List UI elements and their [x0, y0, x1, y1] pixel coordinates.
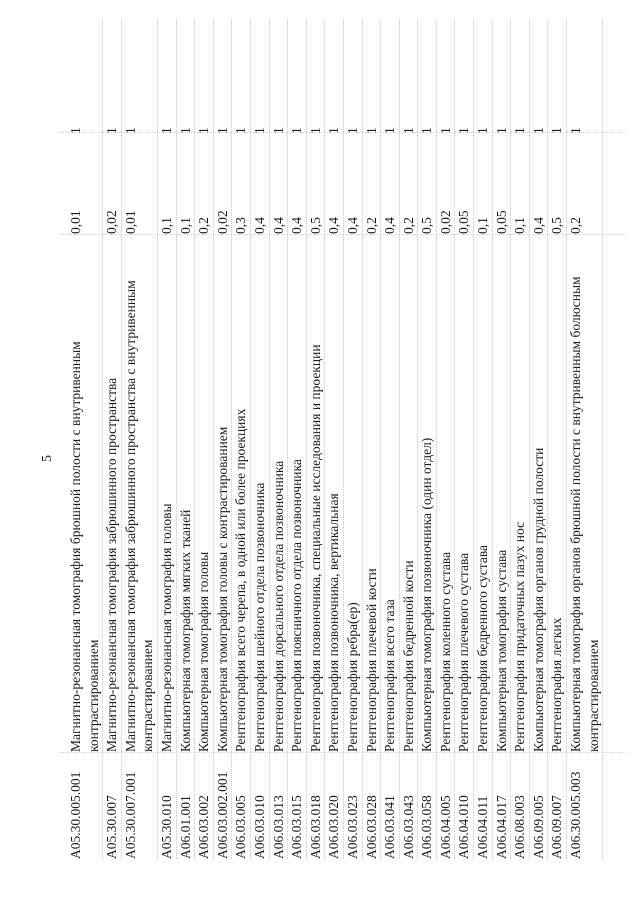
frequency-cell: 0,4 — [270, 217, 286, 234]
table-row — [567, 19, 603, 859]
table-row — [251, 19, 270, 859]
multiplicity-cell: 1 — [382, 127, 398, 134]
table-row — [511, 19, 530, 859]
service-name-cell: Рентгенография легких — [549, 617, 565, 752]
service-name-cell: Рентгенография придаточных пазух нос — [512, 521, 528, 752]
service-code-cell: A06.03.010 — [251, 795, 267, 859]
frequency-cell: 0,01 — [122, 210, 138, 234]
service-name-cell: Компьютерная томография головы с контрастированием — [214, 426, 230, 752]
service-name-cell: Магнитно-резонансная томография забрюшинного пространства — [104, 377, 120, 752]
service-code-cell: A06.08.003 — [512, 795, 528, 859]
service-name-cell: Рентгенография бедренного сустава — [475, 544, 491, 752]
table-row — [214, 19, 233, 859]
service-code-cell: A06.03.005 — [233, 795, 249, 859]
frequency-cell: 0,1 — [512, 217, 528, 234]
service-code-cell: A06.03.023 — [344, 795, 360, 859]
service-name-cell: Магнитно-резонансная томография головы — [158, 503, 174, 752]
service-name-cell: Рентгенография плечевой кости — [363, 568, 379, 752]
service-code-cell: A05.30.010 — [158, 795, 174, 859]
multiplicity-cell: 1 — [437, 127, 453, 134]
service-name-cell: Рентгенография всего таза — [382, 599, 398, 752]
service-name-cell: Рентгенография плечевого сустава — [456, 552, 472, 752]
multiplicity-cell: 1 — [122, 127, 138, 134]
multiplicity-cell: 1 — [251, 127, 267, 134]
frequency-cell: 0,1 — [158, 217, 174, 234]
service-name-cell: Компьютерная томография головы — [196, 551, 212, 752]
service-code-cell: A06.04.010 — [456, 795, 472, 859]
service-name-cell: Компьютерная томография сустава — [493, 549, 509, 752]
service-name-cell: Рентгенография всего черепа, в одной или более проекциях — [233, 408, 249, 752]
service-code-cell: A06.01.001 — [177, 795, 193, 859]
table-row — [270, 19, 289, 859]
service-name-cell: Компьютерная томография органов грудной полости — [530, 447, 546, 752]
table-row — [195, 19, 214, 859]
multiplicity-cell: 1 — [196, 127, 212, 134]
frequency-cell: 0,3 — [233, 217, 249, 234]
table-row — [122, 19, 158, 859]
service-name-cell: Рентгенография ребра(ер) — [344, 602, 360, 752]
multiplicity-cell: 1 — [363, 127, 379, 134]
frequency-cell: 0,4 — [326, 217, 342, 234]
service-code-cell: A06.03.002.001 — [214, 771, 230, 859]
frequency-cell: 0,02 — [437, 210, 453, 234]
frequency-cell: 0,5 — [419, 217, 435, 234]
table-row — [67, 19, 103, 859]
service-code-cell: A06.04.017 — [493, 795, 509, 859]
service-name-cell: Рентгенография коленного сустава — [437, 551, 453, 752]
frequency-cell: 0,4 — [289, 217, 305, 234]
table-row — [307, 19, 326, 859]
table-row — [548, 19, 567, 859]
frequency-cell: 0,01 — [68, 210, 83, 234]
service-name-cell: Компьютерная томография позвоночника (один отдел) — [419, 437, 435, 752]
table-row — [530, 19, 549, 859]
service-code-cell: A05.30.007.001 — [122, 771, 138, 859]
table-row — [455, 19, 474, 859]
multiplicity-cell: 1 — [214, 127, 230, 134]
service-name-cell: Компьютерная томография органов брюшной полости с внутривенным болюсным контрастированием — [568, 276, 601, 752]
multiplicity-cell: 1 — [493, 127, 509, 134]
multiplicity-cell: 1 — [344, 127, 360, 134]
multiplicity-cell: 1 — [270, 127, 286, 134]
multiplicity-cell: 1 — [456, 127, 472, 134]
frequency-cell: 0,1 — [475, 217, 491, 234]
service-code-cell: A05.30.007 — [104, 795, 120, 859]
table-row — [288, 19, 307, 859]
service-name-cell: Рентгенография позвоночника, специальные исследования и проекции — [307, 344, 323, 752]
service-code-cell: A06.09.005 — [530, 795, 546, 859]
frequency-cell: 0,4 — [251, 217, 267, 234]
frequency-cell: 0,4 — [530, 217, 546, 234]
service-name-cell: Рентгенография бедренной кости — [400, 560, 416, 752]
multiplicity-cell: 1 — [475, 127, 491, 134]
service-name-cell: Магнитно-резонансная томография брюшной полости с внутривенным контрастированием — [68, 341, 101, 752]
table-row — [363, 19, 382, 859]
multiplicity-cell: 1 — [289, 127, 305, 134]
multiplicity-cell: 1 — [326, 127, 342, 134]
frequency-cell: 0,02 — [104, 210, 120, 234]
service-name-cell: Рентгенография дорсального отдела позвоночника — [270, 460, 286, 752]
frequency-cell: 0,2 — [568, 217, 584, 234]
service-code-cell: A06.03.058 — [419, 795, 435, 859]
frequency-cell: 0,2 — [363, 217, 379, 234]
service-code-cell: A06.03.043 — [400, 795, 416, 859]
service-code-cell: A06.03.028 — [363, 795, 379, 859]
service-code-cell: A06.04.011 — [475, 795, 491, 859]
service-code-cell: A06.03.041 — [382, 795, 398, 859]
table-row — [325, 19, 344, 859]
frequency-cell: 0,4 — [344, 217, 360, 234]
table-row — [418, 19, 437, 859]
multiplicity-cell: 1 — [177, 127, 193, 134]
table-row — [344, 19, 363, 859]
service-code-cell: A06.03.002 — [196, 795, 212, 859]
service-name-cell: Рентгенография шейного отдела позвоночника — [251, 482, 267, 752]
service-name-cell: Магнитно-резонансная томография забрюшинного пространства с внутривенным контрастированием — [122, 280, 156, 752]
service-code-cell: A05.30.005.001 — [68, 771, 83, 859]
frequency-cell: 0,05 — [456, 210, 472, 234]
table-row — [493, 19, 512, 859]
frequency-cell: 0,2 — [400, 217, 416, 234]
multiplicity-cell: 1 — [68, 127, 83, 134]
table-row — [400, 19, 419, 859]
multiplicity-cell: 1 — [233, 127, 249, 134]
multiplicity-cell: 1 — [530, 127, 546, 134]
multiplicity-cell: 1 — [512, 127, 528, 134]
service-code-cell: A06.03.015 — [289, 795, 305, 859]
multiplicity-cell: 1 — [104, 127, 120, 134]
service-code-cell: A06.09.007 — [549, 795, 565, 859]
table-row — [232, 19, 251, 859]
multiplicity-cell: 1 — [568, 127, 584, 134]
multiplicity-cell: 1 — [419, 127, 435, 134]
service-code-cell: A06.04.005 — [437, 795, 453, 859]
frequency-cell: 0,4 — [382, 217, 398, 234]
frequency-cell: 0,2 — [196, 217, 212, 234]
frequency-cell: 0,1 — [177, 217, 193, 234]
multiplicity-cell: 1 — [400, 127, 416, 134]
table-row — [437, 19, 456, 859]
service-name-cell: Рентгенография позвоночника, вертикальная — [326, 493, 342, 752]
page-number: 5 — [40, 455, 55, 462]
table-row — [381, 19, 400, 859]
service-name-cell: Компьютерная томография мягких тканей — [177, 509, 193, 752]
service-code-cell: A06.03.020 — [326, 795, 342, 859]
multiplicity-cell: 1 — [307, 127, 323, 134]
frequency-cell: 0,5 — [549, 217, 565, 234]
services-table — [67, 19, 603, 859]
service-code-cell: A06.03.018 — [307, 795, 323, 859]
table-row — [177, 19, 196, 859]
table-row — [474, 19, 493, 859]
table-row — [158, 19, 177, 859]
frequency-cell: 0,5 — [307, 217, 323, 234]
table-row — [103, 19, 122, 859]
service-code-cell: A06.30.005.003 — [568, 771, 584, 859]
service-name-cell: Рентгенография поясничного отдела позвоночника — [289, 459, 305, 752]
frequency-cell: 0,05 — [493, 210, 509, 234]
service-code-cell: A06.03.013 — [270, 795, 286, 859]
multiplicity-cell: 1 — [549, 127, 565, 134]
multiplicity-cell: 1 — [158, 127, 174, 134]
frequency-cell: 0,02 — [214, 210, 230, 234]
